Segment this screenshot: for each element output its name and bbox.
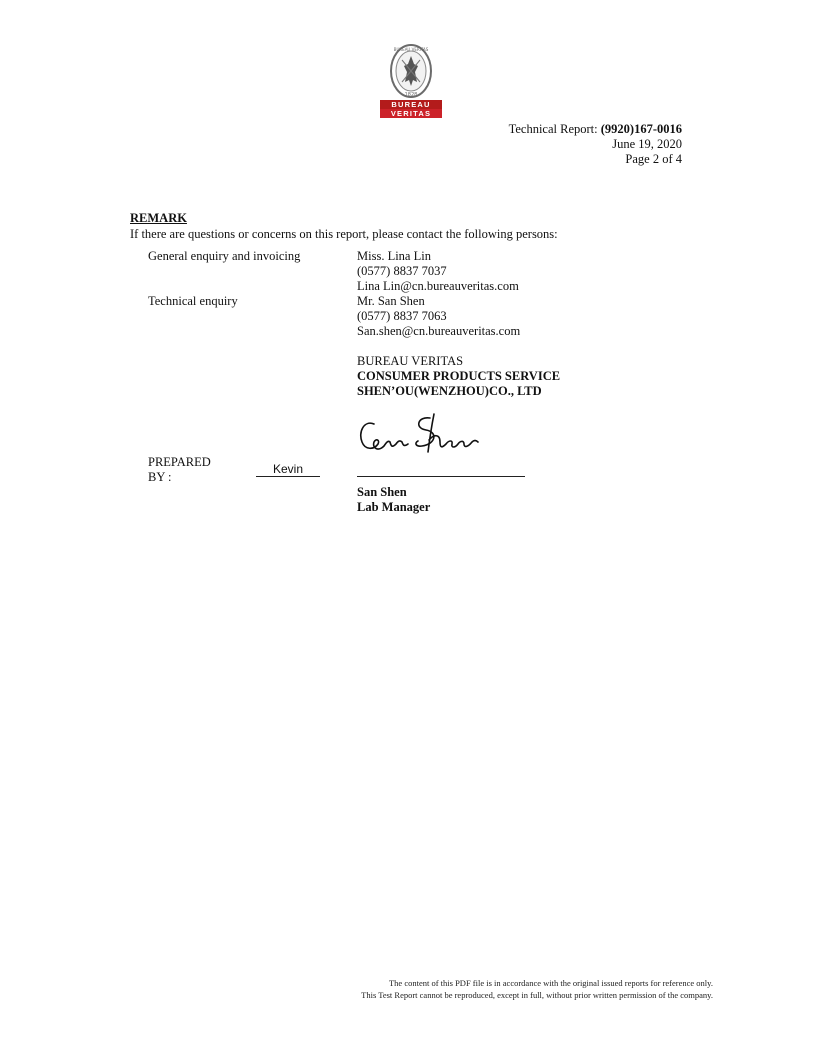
handwritten-signature-icon: [356, 410, 486, 460]
prepared-by-underline: [256, 476, 320, 477]
remark-title: REMARK: [130, 211, 187, 225]
bureau-veritas-logo: [380, 42, 442, 120]
contact-email: San.shen@cn.bureauveritas.com: [357, 324, 521, 338]
organization-line-2: CONSUMER PRODUCTS SERVICE: [357, 369, 561, 383]
contact-phone: (0577) 8837 7037: [357, 264, 447, 278]
signer-name: San Shen: [357, 485, 407, 499]
contact-label-technical: Technical enquiry: [148, 294, 238, 308]
report-date: June 19, 2020: [612, 137, 682, 151]
contact-email: Lina Lin@cn.bureauveritas.com: [357, 279, 519, 293]
logo-wordmark-veritas: VERITAS: [380, 109, 442, 118]
contact-label-general: General enquiry and invoicing: [148, 249, 301, 263]
svg-text:1828: 1828: [404, 92, 418, 98]
report-number-prefix: Technical Report:: [508, 122, 601, 136]
signer-title: Lab Manager: [357, 500, 431, 514]
signature-line: [357, 476, 525, 477]
page-indicator: Page 2 of 4: [625, 152, 682, 166]
footer-disclaimer: [361, 977, 713, 1001]
logo-wordmark-bureau: BUREAU: [380, 100, 442, 109]
organization-line-1: BUREAU VERITAS: [357, 354, 464, 368]
report-number-line: [509, 122, 682, 137]
contact-phone: (0577) 8837 7063: [357, 309, 447, 323]
signer-block: [357, 485, 430, 515]
contact-details: [357, 249, 520, 339]
footer-line-1: The content of this PDF file is in accordance with the original issued reports for reference only.: [388, 978, 713, 988]
report-number: (9920)167-0016: [600, 122, 682, 136]
organization-block: [357, 354, 560, 399]
report-header: [509, 122, 682, 167]
prepared-by-label: PREPARED BY :: [148, 455, 211, 484]
contact-name: Miss. Lina Lin: [357, 249, 431, 263]
contact-name: Mr. San Shen: [357, 294, 425, 308]
bureau-veritas-seal-icon: [380, 42, 442, 100]
organization-line-3: SHEN’OU(WENZHOU)CO., LTD: [357, 384, 542, 398]
svg-text:BUREAU VERITAS: BUREAU VERITAS: [393, 47, 429, 52]
footer-line-2: This Test Report cannot be reproduced, except in full, without prior written permission of the company.: [361, 990, 713, 1000]
prepared-by-name: Kevin: [272, 462, 304, 476]
remark-intro: If there are questions or concerns on this report, please contact the following persons:: [130, 227, 558, 241]
